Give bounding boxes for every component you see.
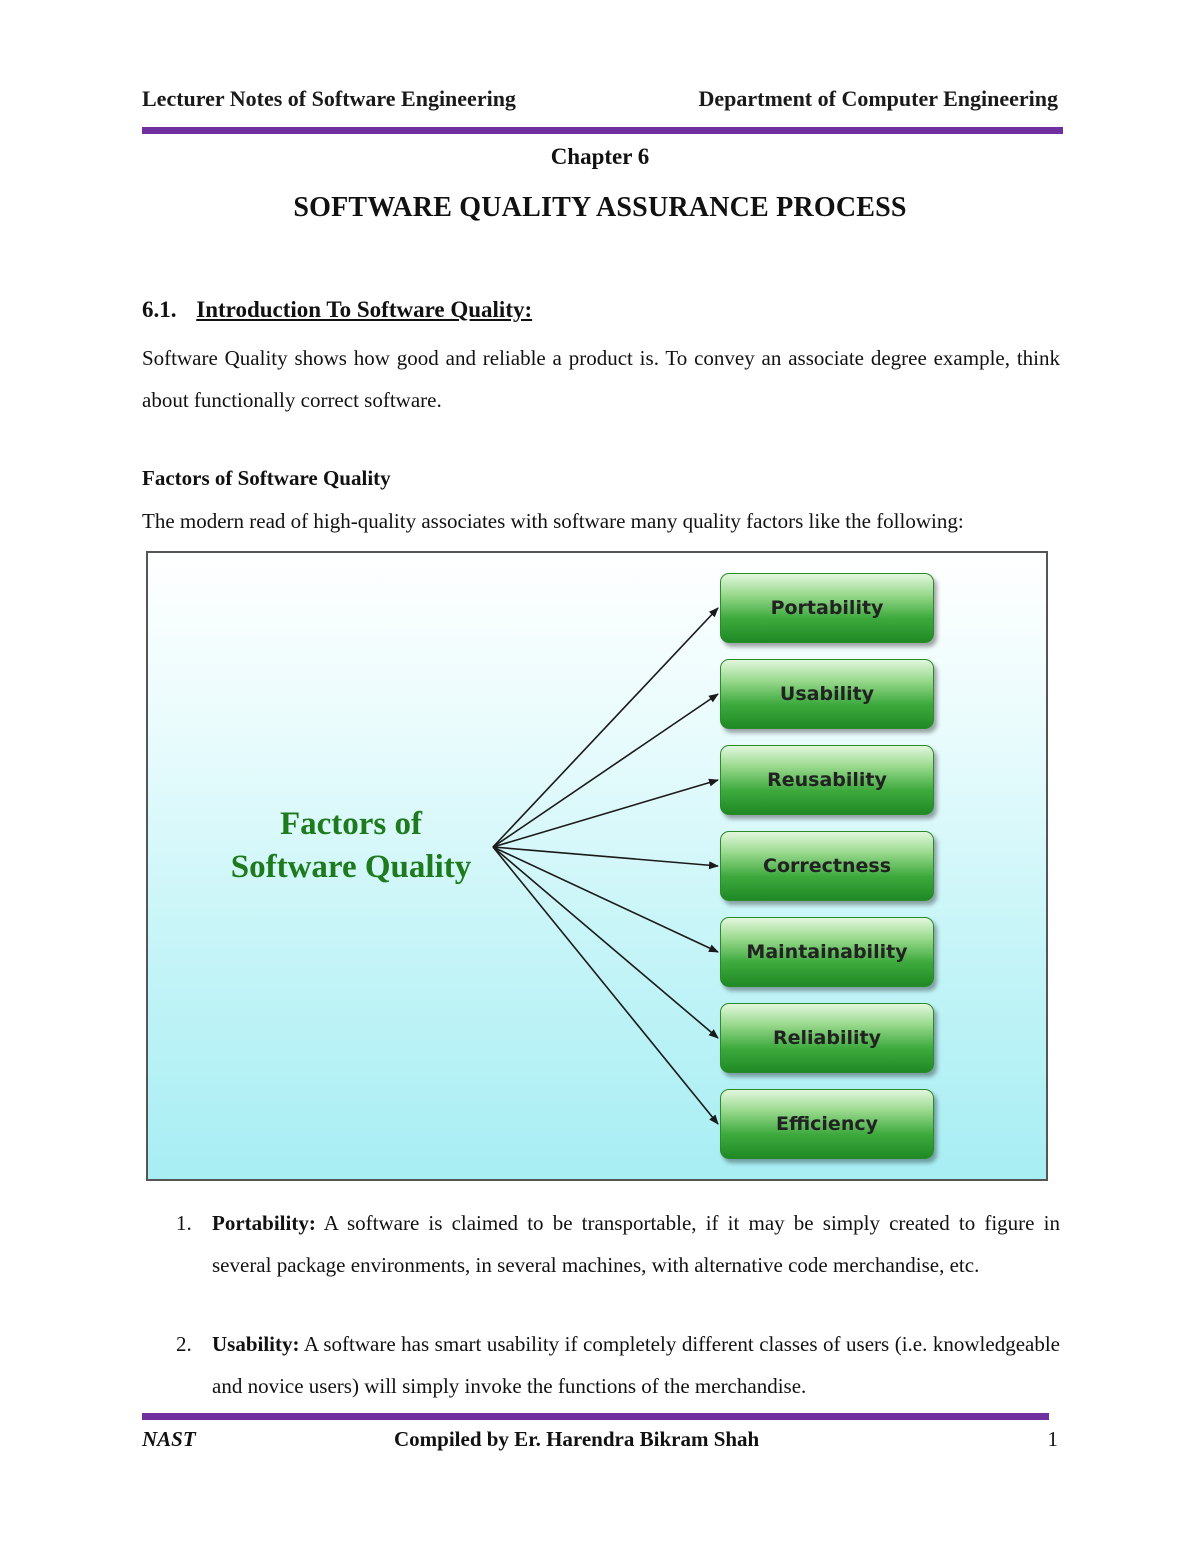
factor-box-portability: Portability [720,573,934,643]
factors-heading: Factors of Software Quality [142,466,391,490]
chapter-label: Chapter 6 [550,144,650,169]
factor-box-correctness: Correctness [720,831,934,901]
arrow-to-portability [493,608,718,847]
footer-rule [142,1413,1049,1420]
diagram-center-label [206,803,496,889]
arrow-to-usability [493,694,718,847]
list-item-term: Usability: [212,1332,300,1356]
section-title: Introduction To Software Quality: [196,297,533,322]
intro-paragraph: Software Quality shows how good and reliable a product is. To convey an associate degree example, think about functionally correct software. [142,346,1060,412]
list-item-text: A software is claimed to be transportable, if it may be simply created to figure in several package environments, in several machines, with alternative code merchandise, etc. [212,1211,1060,1277]
arrow-to-reliability [493,847,718,1038]
header-right: Department of Computer Engineering [698,86,1058,111]
footer-left: NAST [142,1427,196,1451]
page-title: SOFTWARE QUALITY ASSURANCE PROCESS [293,192,907,223]
factor-box-maintainability: Maintainability [720,917,934,987]
header-left: Lecturer Notes of Software Engineering [142,86,516,111]
factor-box-efficiency: Efficiency [720,1089,934,1159]
factors-intro: The modern read of high-quality associates with software many quality factors like the following: [142,509,964,533]
header-rule [142,127,1063,134]
list-item [142,1202,1060,1286]
footer-center: Compiled by Er. Harendra Bikram Shah [394,1427,760,1451]
section-number: 6.1. [142,297,177,322]
list-item-number: 2. [176,1332,192,1356]
factors-diagram [146,551,1048,1181]
list-item-number: 1. [176,1211,192,1235]
factor-box-reusability: Reusability [720,745,934,815]
factor-box-reliability: Reliability [720,1003,934,1073]
list-item-text: A software has smart usability if completely different classes of users (i.e. knowledgeable and novice users) will simply invoke the functions of the merchandise. [212,1332,1060,1398]
arrow-to-efficiency [493,847,718,1124]
section-heading [142,297,532,323]
diagram-center-line2: Software Quality [230,849,472,885]
page-number: 1 [1047,1427,1058,1451]
factor-box-usability: Usability [720,659,934,729]
list-item-term: Portability: [212,1211,316,1235]
diagram-center-line1: Factors of [279,806,423,842]
arrow-to-reusability [493,780,718,847]
list-item [142,1323,1060,1407]
